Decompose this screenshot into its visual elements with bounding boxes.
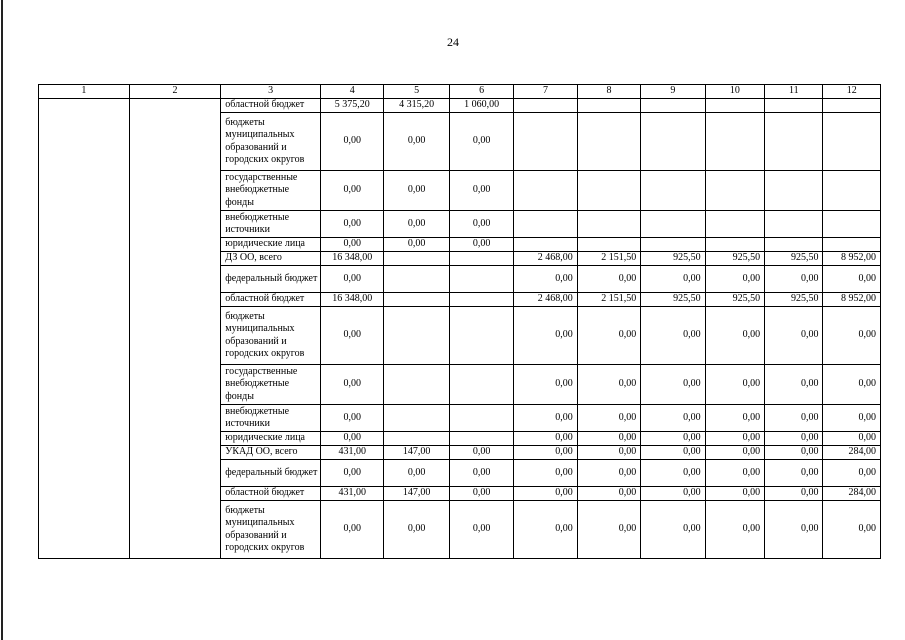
value-cell: 0,00: [384, 211, 449, 238]
value-cell: 431,00: [320, 487, 383, 501]
value-cell: 0,00: [320, 266, 383, 293]
value-cell: [384, 293, 449, 307]
column-header: 12: [823, 85, 881, 99]
value-cell: 8 952,00: [823, 252, 881, 266]
value-cell: [514, 211, 577, 238]
value-cell: 0,00: [320, 432, 383, 446]
value-cell: [641, 211, 705, 238]
value-cell: [765, 211, 823, 238]
column-header: 8: [577, 85, 640, 99]
value-cell: 0,00: [449, 487, 513, 501]
value-cell: [514, 238, 577, 252]
row-label: федеральный бюджет: [221, 266, 321, 293]
value-cell: 0,00: [641, 460, 705, 487]
value-cell: [641, 238, 705, 252]
value-cell: 431,00: [320, 446, 383, 460]
value-cell: 0,00: [705, 432, 764, 446]
value-cell: 0,00: [765, 432, 823, 446]
value-cell: 0,00: [577, 266, 640, 293]
value-cell: 0,00: [705, 446, 764, 460]
value-cell: [577, 211, 640, 238]
value-cell: 0,00: [384, 113, 449, 171]
value-cell: [384, 252, 449, 266]
value-cell: 0,00: [641, 432, 705, 446]
value-cell: 0,00: [320, 171, 383, 211]
value-cell: 0,00: [577, 432, 640, 446]
column-header: 10: [705, 85, 764, 99]
column-header: 3: [221, 85, 321, 99]
value-cell: 0,00: [823, 365, 881, 405]
value-cell: 0,00: [705, 487, 764, 501]
value-cell: 0,00: [320, 211, 383, 238]
value-cell: [823, 238, 881, 252]
value-cell: 0,00: [514, 501, 577, 559]
value-cell: [705, 211, 764, 238]
value-cell: 0,00: [320, 365, 383, 405]
value-cell: 0,00: [823, 460, 881, 487]
budget-table: [38, 84, 881, 559]
value-cell: [577, 113, 640, 171]
value-cell: 925,50: [705, 252, 764, 266]
value-cell: 0,00: [577, 501, 640, 559]
value-cell: 0,00: [705, 501, 764, 559]
value-cell: 0,00: [641, 307, 705, 365]
row-label: государственные внебюджетные фонды: [221, 171, 321, 211]
value-cell: 0,00: [449, 501, 513, 559]
value-cell: 0,00: [765, 405, 823, 432]
column-header: 11: [765, 85, 823, 99]
value-cell: 0,00: [449, 113, 513, 171]
value-cell: [823, 171, 881, 211]
value-cell: 0,00: [641, 501, 705, 559]
value-cell: 0,00: [514, 365, 577, 405]
value-cell: 0,00: [320, 113, 383, 171]
value-cell: 0,00: [823, 307, 881, 365]
table-header-row: [39, 85, 881, 99]
value-cell: [449, 266, 513, 293]
value-cell: 0,00: [705, 266, 764, 293]
value-cell: 2 468,00: [514, 293, 577, 307]
value-cell: 925,50: [765, 293, 823, 307]
value-cell: [449, 432, 513, 446]
value-cell: [514, 99, 577, 113]
value-cell: 0,00: [577, 307, 640, 365]
value-cell: 0,00: [765, 487, 823, 501]
value-cell: 16 348,00: [320, 252, 383, 266]
value-cell: 147,00: [384, 487, 449, 501]
value-cell: 0,00: [577, 446, 640, 460]
value-cell: 0,00: [449, 238, 513, 252]
column-2-cell: [129, 99, 221, 559]
value-cell: [641, 171, 705, 211]
column-header: 7: [514, 85, 577, 99]
value-cell: 925,50: [705, 293, 764, 307]
value-cell: 0,00: [765, 307, 823, 365]
value-cell: [384, 266, 449, 293]
value-cell: 0,00: [384, 501, 449, 559]
value-cell: [514, 171, 577, 211]
value-cell: 0,00: [449, 446, 513, 460]
value-cell: 0,00: [384, 460, 449, 487]
value-cell: 16 348,00: [320, 293, 383, 307]
value-cell: 0,00: [320, 307, 383, 365]
row-label: внебюджетные источники: [221, 405, 321, 432]
value-cell: [765, 171, 823, 211]
value-cell: 0,00: [384, 238, 449, 252]
value-cell: 0,00: [320, 460, 383, 487]
value-cell: [823, 113, 881, 171]
value-cell: 0,00: [514, 460, 577, 487]
value-cell: [765, 238, 823, 252]
value-cell: 0,00: [765, 266, 823, 293]
column-header: 9: [641, 85, 705, 99]
value-cell: 0,00: [449, 460, 513, 487]
value-cell: 0,00: [577, 365, 640, 405]
value-cell: 0,00: [641, 405, 705, 432]
value-cell: 0,00: [320, 238, 383, 252]
value-cell: 0,00: [641, 365, 705, 405]
value-cell: 0,00: [705, 460, 764, 487]
value-cell: 0,00: [641, 266, 705, 293]
value-cell: [449, 293, 513, 307]
column-header: 5: [384, 85, 449, 99]
row-label: ДЗ ОО, всего: [221, 252, 321, 266]
value-cell: 0,00: [384, 171, 449, 211]
row-label: юридические лица: [221, 238, 321, 252]
row-label: бюджеты муниципальных образований и городских округов: [221, 501, 321, 559]
value-cell: 5 375,20: [320, 99, 383, 113]
value-cell: 1 060,00: [449, 99, 513, 113]
value-cell: 284,00: [823, 487, 881, 501]
column-1-cell: [39, 99, 130, 559]
value-cell: [641, 113, 705, 171]
value-cell: [577, 238, 640, 252]
row-label: бюджеты муниципальных образований и городских округов: [221, 113, 321, 171]
value-cell: 0,00: [705, 365, 764, 405]
value-cell: 284,00: [823, 446, 881, 460]
value-cell: [449, 365, 513, 405]
value-cell: [384, 307, 449, 365]
row-label: внебюджетные источники: [221, 211, 321, 238]
value-cell: 0,00: [823, 432, 881, 446]
table-row: [39, 99, 881, 113]
value-cell: [577, 171, 640, 211]
value-cell: [641, 99, 705, 113]
value-cell: 0,00: [641, 446, 705, 460]
value-cell: [577, 99, 640, 113]
row-label: областной бюджет: [221, 99, 321, 113]
value-cell: 2 151,50: [577, 293, 640, 307]
row-label: бюджеты муниципальных образований и городских округов: [221, 307, 321, 365]
value-cell: 0,00: [765, 460, 823, 487]
value-cell: 0,00: [514, 405, 577, 432]
value-cell: 0,00: [823, 501, 881, 559]
value-cell: 0,00: [449, 171, 513, 211]
value-cell: 0,00: [320, 501, 383, 559]
value-cell: [823, 211, 881, 238]
value-cell: 0,00: [705, 405, 764, 432]
value-cell: [705, 113, 764, 171]
value-cell: 925,50: [641, 293, 705, 307]
value-cell: [705, 171, 764, 211]
value-cell: [449, 307, 513, 365]
value-cell: 0,00: [514, 487, 577, 501]
row-label: УКАД ОО, всего: [221, 446, 321, 460]
value-cell: 2 468,00: [514, 252, 577, 266]
value-cell: 8 952,00: [823, 293, 881, 307]
value-cell: [449, 252, 513, 266]
value-cell: 0,00: [641, 487, 705, 501]
value-cell: 0,00: [577, 405, 640, 432]
value-cell: [823, 99, 881, 113]
value-cell: 0,00: [449, 211, 513, 238]
value-cell: 0,00: [765, 365, 823, 405]
value-cell: [765, 113, 823, 171]
value-cell: 0,00: [514, 266, 577, 293]
value-cell: 0,00: [765, 446, 823, 460]
value-cell: 0,00: [577, 460, 640, 487]
value-cell: 925,50: [765, 252, 823, 266]
value-cell: [705, 238, 764, 252]
value-cell: [384, 432, 449, 446]
value-cell: 147,00: [384, 446, 449, 460]
row-label: государственные внебюджетные фонды: [221, 365, 321, 405]
value-cell: [449, 405, 513, 432]
column-header: 4: [320, 85, 383, 99]
value-cell: 0,00: [514, 446, 577, 460]
value-cell: 0,00: [823, 405, 881, 432]
value-cell: 0,00: [705, 307, 764, 365]
value-cell: 2 151,50: [577, 252, 640, 266]
value-cell: [765, 99, 823, 113]
value-cell: 0,00: [514, 432, 577, 446]
row-label: федеральный бюджет: [221, 460, 321, 487]
column-header: 6: [449, 85, 513, 99]
value-cell: 4 315,20: [384, 99, 449, 113]
row-label: областной бюджет: [221, 487, 321, 501]
column-header: 2: [129, 85, 221, 99]
value-cell: [384, 365, 449, 405]
row-label: областной бюджет: [221, 293, 321, 307]
value-cell: [705, 99, 764, 113]
value-cell: [514, 113, 577, 171]
row-label: юридические лица: [221, 432, 321, 446]
value-cell: [384, 405, 449, 432]
value-cell: 0,00: [823, 266, 881, 293]
value-cell: 925,50: [641, 252, 705, 266]
page-number: 24: [447, 35, 459, 49]
page-edge-line: [1, 0, 3, 640]
value-cell: 0,00: [320, 405, 383, 432]
value-cell: 0,00: [514, 307, 577, 365]
value-cell: 0,00: [765, 501, 823, 559]
value-cell: 0,00: [577, 487, 640, 501]
column-header: 1: [39, 85, 130, 99]
